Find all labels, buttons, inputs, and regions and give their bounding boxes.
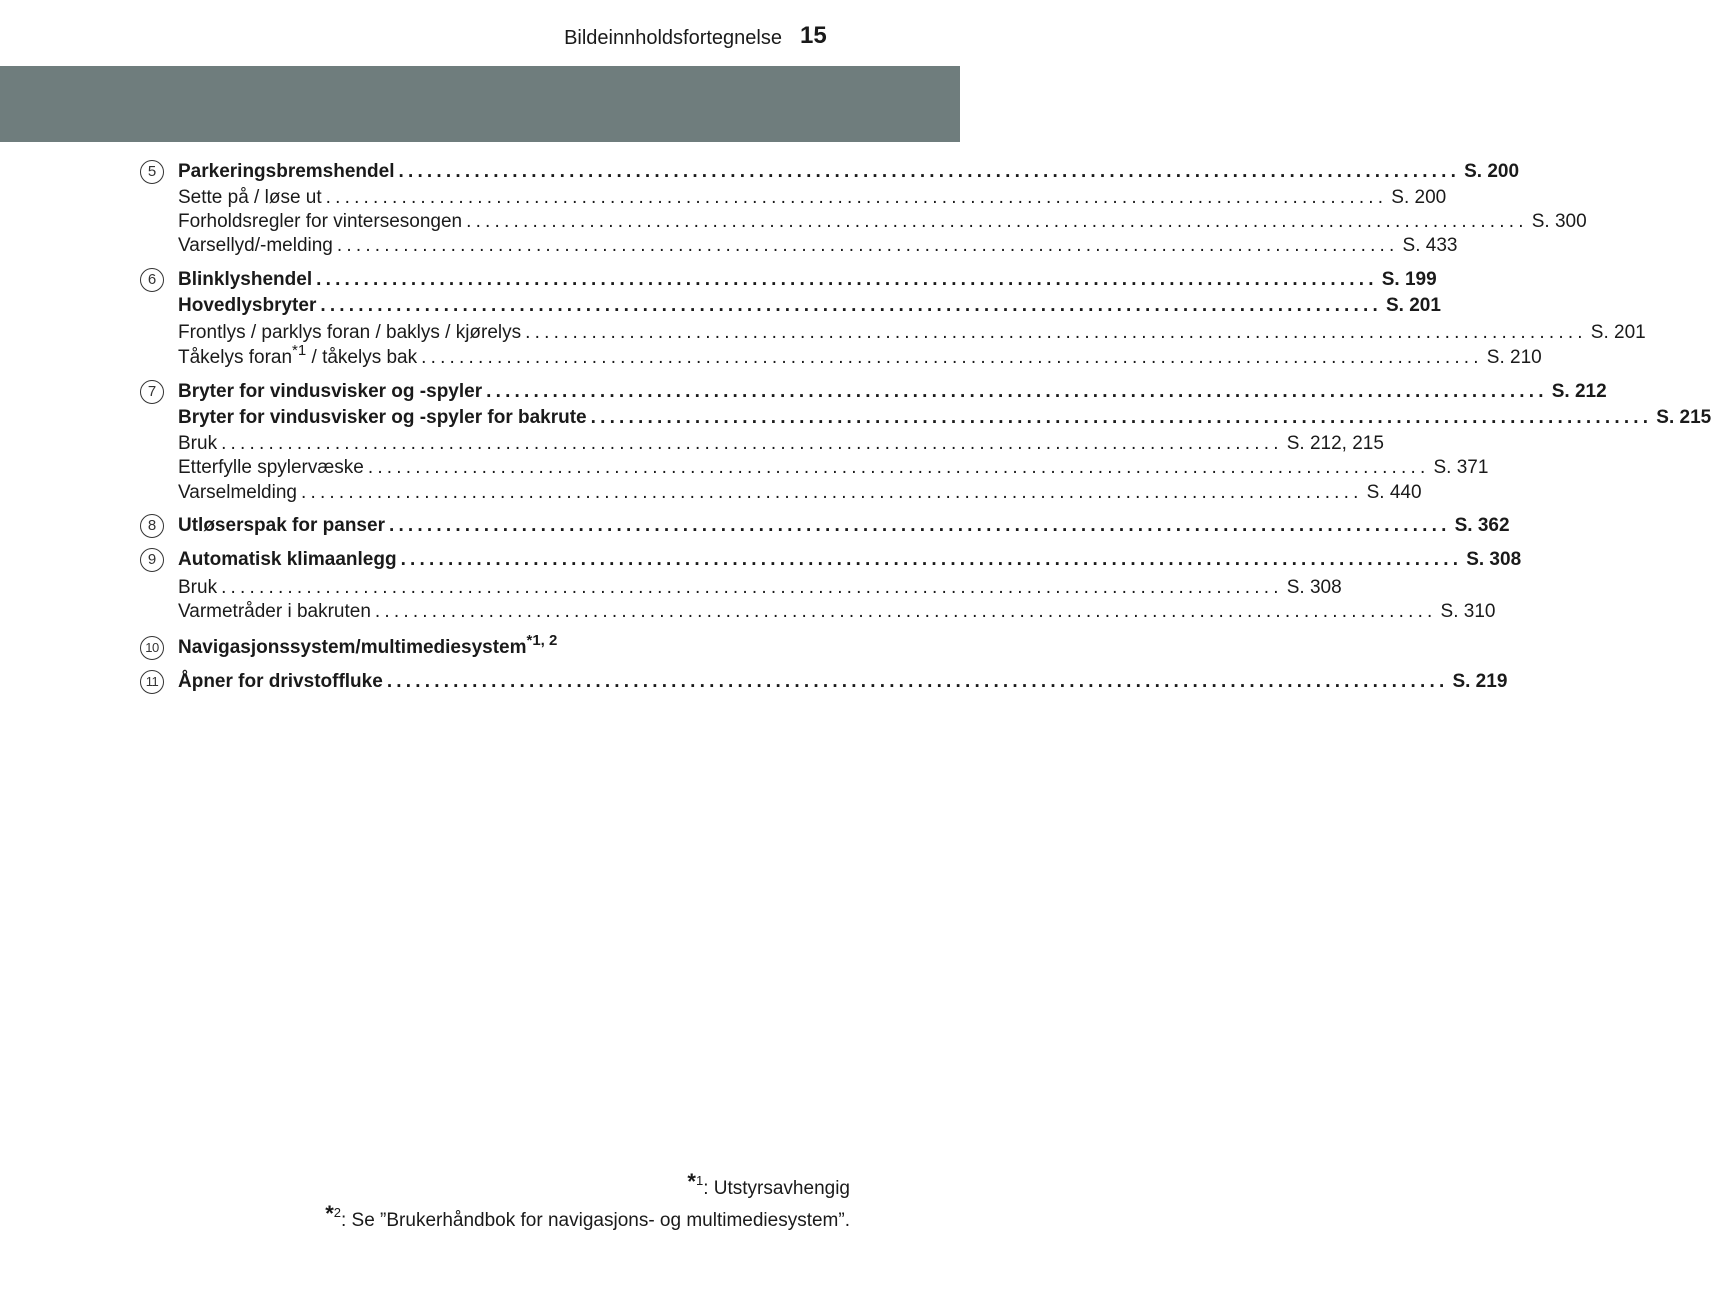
toc-row (178, 600, 1496, 624)
dot-leader: ................................................................................................................ (398, 161, 1461, 182)
dot-leader: ................................................................................................................ (320, 295, 1382, 316)
toc-row (178, 268, 1437, 292)
dot-leader: ................................................................................................................ (590, 407, 1653, 428)
item-marker-5: 5 (140, 160, 164, 184)
toc-page-ref: S. 201 (1385, 295, 1441, 316)
toc-page-ref: S. 371 (1433, 457, 1489, 478)
toc-label: Sette på / løse ut (178, 187, 322, 208)
item-marker-9: 9 (140, 548, 164, 572)
toc-row (178, 234, 1458, 258)
toc-row (178, 576, 1342, 600)
toc-page-ref: S. 300 (1531, 211, 1587, 232)
toc-page-ref: S. 201 (1590, 322, 1646, 343)
footnote-ref: *1 (292, 342, 307, 359)
toc-row (178, 186, 1447, 210)
toc-page-ref: S. 210 (1486, 347, 1542, 368)
footnote-1 (687, 1169, 850, 1200)
toc-label: Bruk (178, 433, 218, 454)
toc-label (178, 632, 558, 660)
toc-row (178, 342, 1542, 370)
toc-row (178, 456, 1489, 480)
dot-leader: ................................................................................................................ (221, 577, 1283, 598)
toc-page-ref: S. 212, 215 (1286, 433, 1384, 454)
item-marker-6: 6 (140, 268, 164, 292)
toc-label: Automatisk klimaanlegg (178, 549, 397, 570)
item-marker-10: 10 (140, 636, 164, 660)
toc-row (178, 670, 1508, 694)
toc-page-ref: S. 433 (1402, 235, 1458, 256)
toc-page-ref: S. 308 (1466, 549, 1522, 570)
toc-label: Hovedlysbryter (178, 295, 317, 316)
toc-row (178, 160, 1520, 184)
dot-leader: ................................................................................................................ (367, 457, 1430, 478)
dot-leader: ................................................................................................................ (374, 601, 1437, 622)
running-header-title: Bildeinnholdsfortegnelse (564, 27, 782, 49)
item-marker-7: 7 (140, 380, 164, 404)
toc-row (178, 210, 1587, 234)
item-marker-11: 11 (140, 670, 164, 694)
dot-leader: ................................................................................................................ (221, 433, 1283, 454)
toc-label (178, 342, 418, 370)
toc-label: Frontlys / parklys foran / baklys / kjørelys (178, 322, 522, 343)
dot-leader: ................................................................................................................ (400, 549, 1463, 570)
toc-page-ref: S. 440 (1366, 482, 1422, 503)
toc-page-ref: S. 308 (1286, 577, 1342, 598)
dot-leader: ................................................................................................................ (466, 211, 1528, 232)
footnote-number: 1 (695, 1173, 704, 1188)
dot-leader: ................................................................................................................ (525, 322, 1587, 343)
toc-label: Bryter for vindusvisker og -spyler for bakrute (178, 407, 587, 428)
toc-label-part: Tåkelys foran (178, 347, 293, 368)
dot-leader: ................................................................................................................ (421, 347, 1483, 368)
footnote-text: : Utstyrsavhengig (703, 1178, 850, 1199)
toc-label: Varselmelding (178, 482, 297, 503)
toc-row (178, 406, 1711, 430)
dot-leader: ................................................................................................................ (325, 187, 1388, 208)
dot-leader: ................................................................................................................ (300, 482, 1363, 503)
toc-page-ref: S. 310 (1440, 601, 1496, 622)
footnote-2 (325, 1201, 850, 1232)
footnote-number: 2 (333, 1205, 341, 1220)
toc-page-ref: S. 212 (1551, 381, 1607, 402)
dot-leader: ................................................................................................................ (486, 381, 1548, 402)
footnote-star: * (687, 1169, 696, 1194)
dot-leader: ................................................................................................................ (388, 515, 1451, 536)
toc-page-ref: S. 199 (1381, 269, 1437, 290)
toc-label-part: / tåkelys bak (306, 347, 418, 368)
toc-label: Etterfylle spylervæske (178, 457, 364, 478)
toc-page-ref: S. 219 (1452, 671, 1508, 692)
footnote-star: * (325, 1201, 334, 1226)
toc-row (178, 294, 1441, 318)
toc-page-ref: S. 200 (1391, 187, 1447, 208)
header-band (0, 66, 960, 142)
toc-label: Bryter for vindusvisker og -spyler (178, 381, 483, 402)
page-number: 15 (800, 22, 827, 49)
toc-row (178, 481, 1422, 505)
toc-label: Utløserspak for panser (178, 515, 385, 536)
toc-label: Varsellyd/-melding (178, 235, 333, 256)
toc-row (178, 514, 1510, 538)
toc-row (178, 380, 1607, 404)
item-marker-8: 8 (140, 514, 164, 538)
toc-label-part: Navigasjonssystem/multimediesystem (178, 637, 527, 658)
toc-label: Blinklyshendel (178, 269, 313, 290)
toc-row (178, 432, 1384, 456)
toc-label: Parkeringsbremshendel (178, 161, 395, 182)
dot-leader: ................................................................................................................ (316, 269, 1378, 290)
toc-label: Åpner for drivstoffluke (178, 671, 383, 692)
toc-row (178, 632, 812, 660)
footnote-text: : Se ”Brukerhåndbok for navigasjons- og multimediesystem”. (340, 1210, 850, 1231)
toc-label: Bruk (178, 577, 218, 598)
toc-row (178, 548, 1522, 572)
toc-label: Varmetråder i bakruten (178, 601, 371, 622)
toc-page-ref: S. 362 (1454, 515, 1510, 536)
toc-label: Forholdsregler for vintersesongen (178, 211, 463, 232)
dot-leader: ................................................................................................................ (336, 235, 1399, 256)
dot-leader: ................................................................................................................ (386, 671, 1449, 692)
toc-page-ref: S. 215 (1656, 407, 1711, 428)
toc-page-ref: S. 200 (1464, 161, 1520, 182)
footnote-ref: *1, 2 (526, 632, 558, 649)
toc-row (178, 321, 1646, 345)
